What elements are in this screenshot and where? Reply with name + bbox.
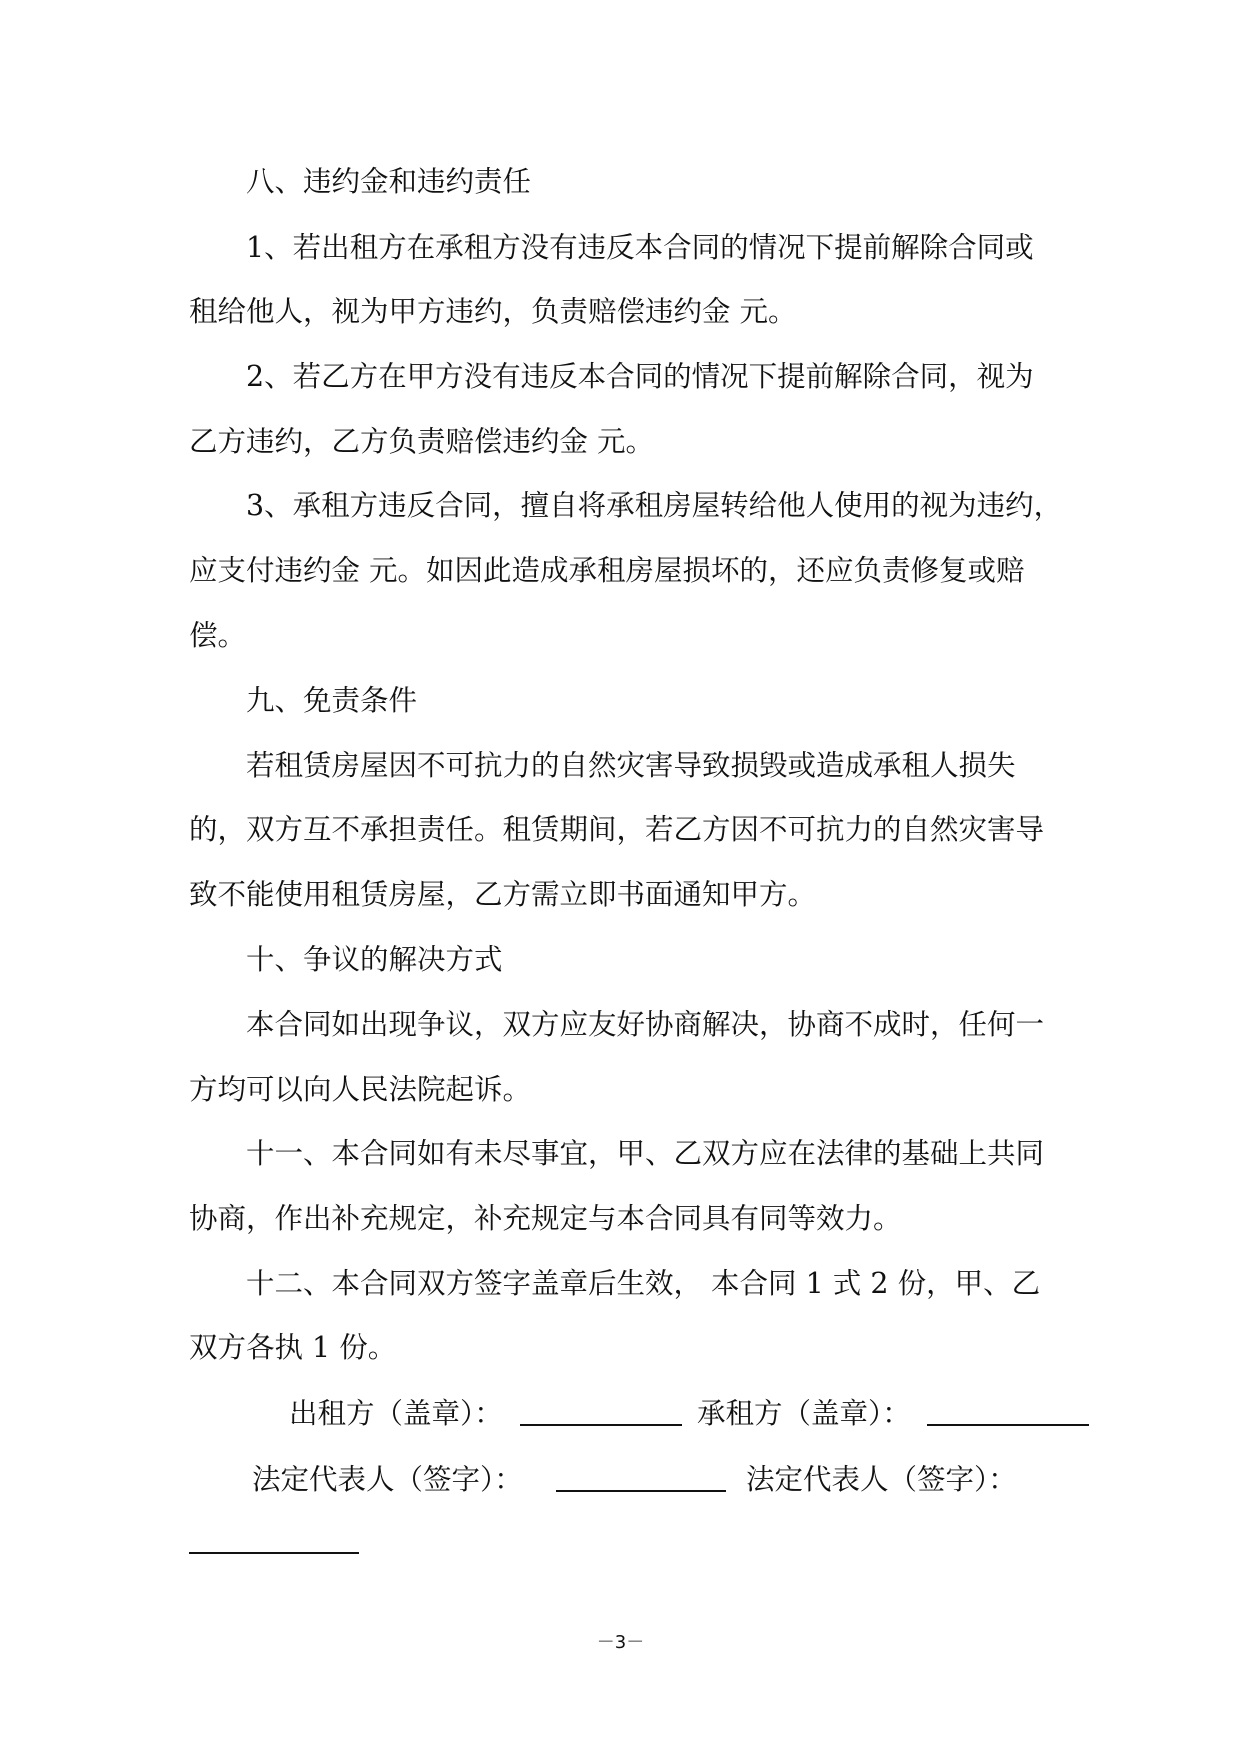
section-10-title: 十、争议的解决方式 <box>246 943 503 976</box>
section-9-title: 九、免责条件 <box>246 684 418 717</box>
clause-8-2-line-1: 2、若乙方在甲方没有违反本合同的情况下提前解除合同，视为 <box>246 360 1034 393</box>
lessor-seal-blank[interactable] <box>520 1398 682 1426</box>
clause-9-line-3: 致不能使用租赁房屋，乙方需立即书面通知甲方。 <box>189 878 817 911</box>
clause-11-line-1: 十一、本合同如有未尽事宜，甲、乙双方应在法律的基础上共同 <box>246 1137 1045 1170</box>
clause-8-2-line-2: 乙方违约，乙方负责赔偿违约金 元。 <box>189 425 655 458</box>
lessee-seal-label: 承租方（盖章）： <box>697 1397 911 1430</box>
clause-8-1-line-1: 1、若出租方在承租方没有违反本合同的情况下提前解除合同或 <box>246 231 1034 264</box>
lessee-seal-blank[interactable] <box>927 1398 1089 1426</box>
clause-8-3-line-2: 应支付违约金 元。如因此造成承租房屋损坏的，还应负责修复或赔 <box>189 554 1025 587</box>
representative-sign-label-1: 法定代表人（签字）： <box>252 1463 523 1496</box>
clause-8-3-line-1: 3、承租方违反合同，擅自将承租房屋转给他人使用的视为违约， <box>246 489 1063 522</box>
clause-11-line-2: 协商，作出补充规定，补充规定与本合同具有同等效力。 <box>189 1202 902 1235</box>
representative-sign-label-2: 法定代表人（签字）： <box>746 1463 1017 1496</box>
representative-sign-blank-1[interactable] <box>556 1464 726 1492</box>
clause-10-line-1: 本合同如出现争议，双方应友好协商解决，协商不成时，任何一 <box>246 1008 1045 1041</box>
section-8-title: 八、违约金和违约责任 <box>246 165 532 198</box>
clause-9-line-1: 若租赁房屋因不可抗力的自然灾害导致损毁或造成承租人损失 <box>246 749 1016 782</box>
clause-8-1-line-2: 租给他人，视为甲方违约，负责赔偿违约金 元。 <box>189 295 797 328</box>
clause-10-line-2: 方均可以向人民法院起诉。 <box>189 1073 532 1106</box>
clause-9-line-2: 的，双方互不承担责任。租赁期间，若乙方因不可抗力的自然灾害导 <box>189 813 1045 846</box>
clause-12-line-2: 双方各执 1 份。 <box>189 1331 397 1364</box>
representative-sign-blank-2[interactable] <box>189 1526 359 1554</box>
clause-8-3-line-3: 偿。 <box>189 619 247 652</box>
clause-12-line-1: 十二、本合同双方签字盖章后生效， 本合同 1 式 2 份，甲、乙 <box>246 1267 1041 1300</box>
lessor-seal-label: 出租方（盖章）： <box>289 1397 503 1430</box>
page-number: －3－ <box>596 1632 645 1653</box>
